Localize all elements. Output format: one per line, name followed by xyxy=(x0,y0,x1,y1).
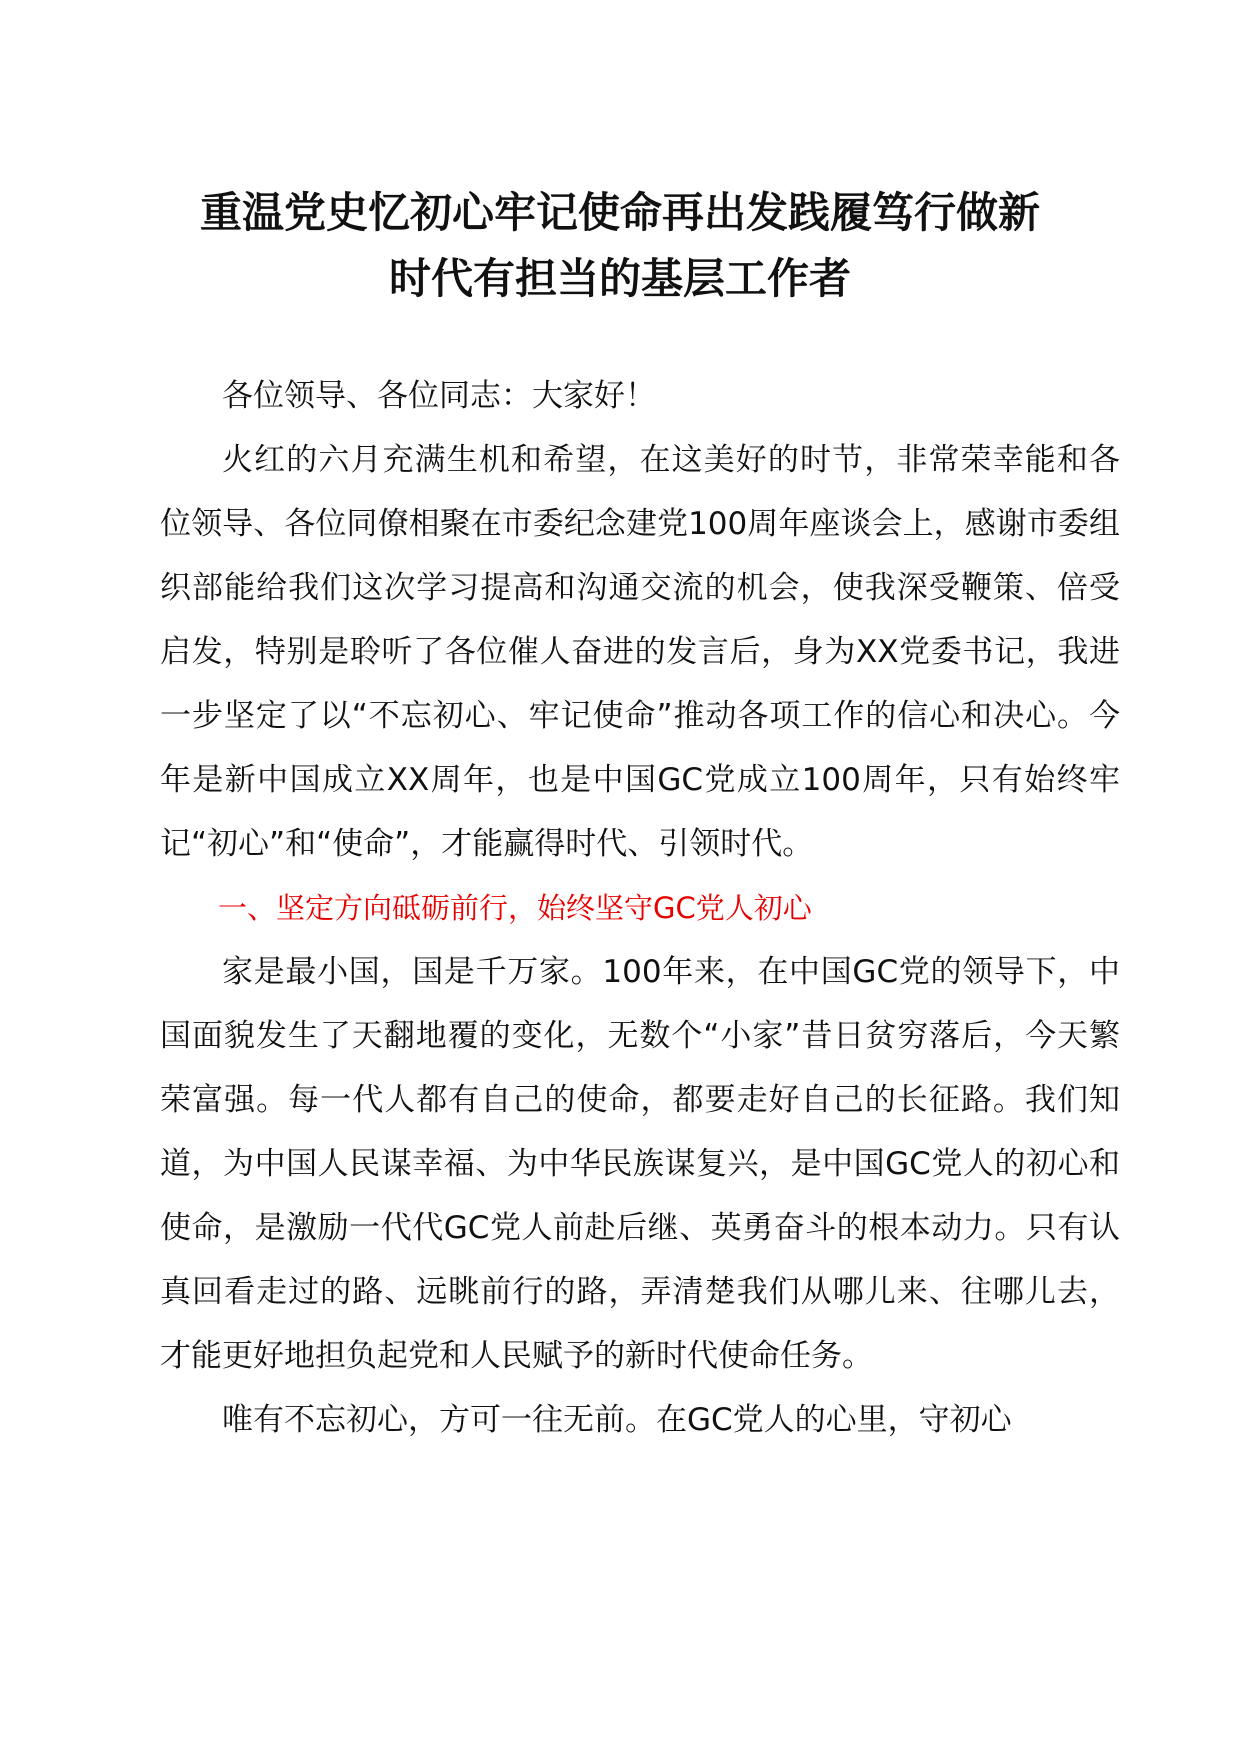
body-paragraph: 唯有不忘初心，方可一往无前。在GC党人的心里，守初心 xyxy=(222,1402,1012,1438)
title-line-2: 时代有担当的基层工作者 xyxy=(388,254,851,303)
body-paragraph: 家是最小国，国是千万家。100年来，在中国GC党的领导下，中国面貌发生了天翻地覆的变化，无数个“小家”昔日贫穷落后，今天繁荣富强。每一代人都有自己的使命，都要走好自己的长征路。我们知道，为中国人民谋幸福、为中华民族谋复兴，是中国GC党人的初心和使命，是激励一代代GC党人前赴后继、英勇奋斗的根本动力。只有认真回看走过的路、远眺前行的路，弄清楚我们从哪儿来、往哪儿去，才能更好地担负起党和人民赋予的新时代使命任务。 xyxy=(160,954,1120,1374)
greeting-paragraph: 各位领导、各位同志：大家好！ xyxy=(222,378,656,414)
section-heading: 一、坚定方向砥砺前行，始终坚守GC党人初心 xyxy=(218,891,812,925)
document-body xyxy=(160,364,1120,1452)
body-paragraph: 火红的六月充满生机和希望，在这美好的时节，非常荣幸能和各位领导、各位同僚相聚在市委纪念建党100周年座谈会上，感谢市委组织部能给我们这次学习提高和沟通交流的机会，使我深受鞭策、倍受启发，特别是聆听了各位催人奋进的发言后，身为XX党委书记，我进一步坚定了以“不忘初心、牢记使命”推动各项工作的信心和决心。今年是新中国成立XX周年，也是中国GC党成立100周年，只有始终牢记“初心”和“使命”，才能赢得时代、引领时代。 xyxy=(160,442,1120,862)
title-line-1: 重温党史忆初心牢记使命再出发践履笃行做新 xyxy=(199,188,1040,237)
document-title xyxy=(150,180,1090,312)
